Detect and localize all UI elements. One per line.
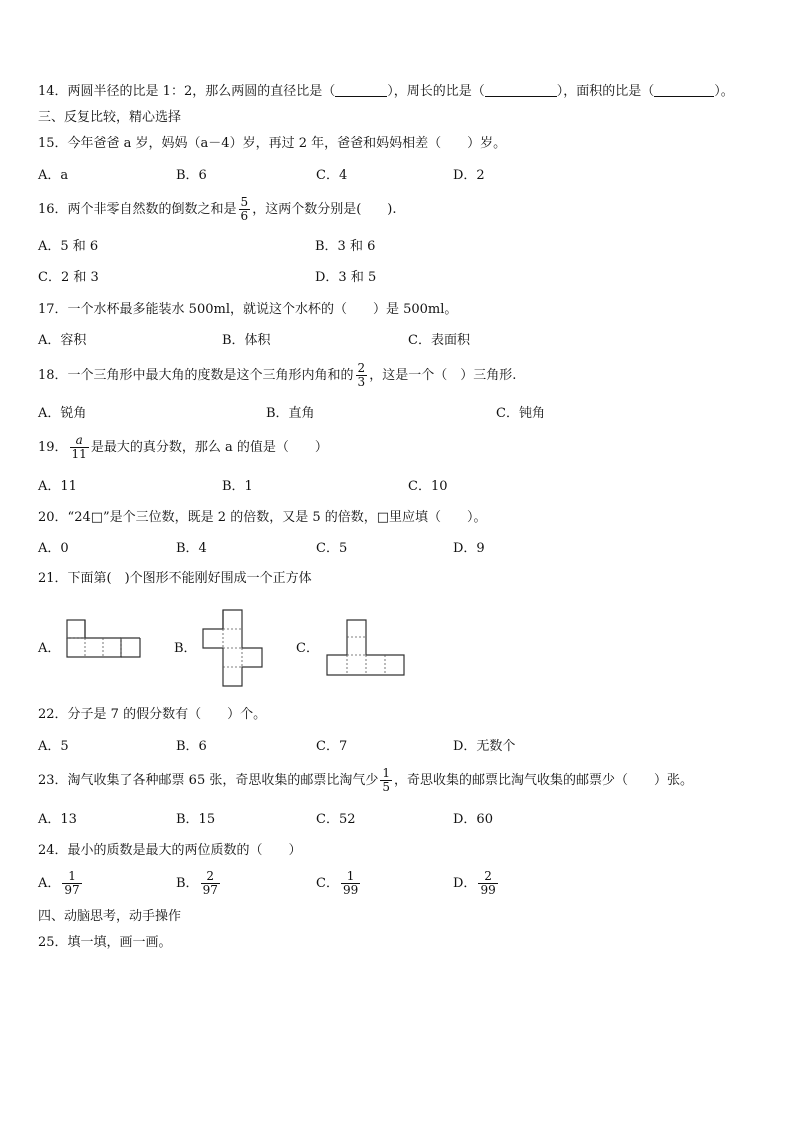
question-21: 21．下面第( )个图形不能刚好围成一个正方体 (38, 571, 312, 586)
q14-text-a: 14．两圆半径的比是 1：2，那么两圆的直径比是（ (38, 84, 336, 99)
q16-frac-num: 5 (240, 195, 249, 209)
q23-option-a[interactable]: A．13 (38, 812, 77, 827)
q23-frac-num: 1 (382, 766, 390, 780)
answer-blank-2[interactable] (485, 84, 557, 97)
q20-option-c[interactable]: C．5 (316, 541, 348, 556)
q19-label: 19． (38, 440, 68, 455)
q19-option-a[interactable]: A．11 (38, 479, 77, 494)
question-14 (38, 84, 734, 100)
question-19 (38, 434, 328, 461)
q24-option-c-label: C． (316, 876, 339, 891)
section-3-heading: 三、反复比较，精心选择 (38, 110, 182, 125)
question-23 (38, 767, 693, 794)
q19-frac-den: 11 (71, 447, 87, 461)
q18-frac-den: 3 (357, 375, 366, 389)
question-18 (38, 362, 516, 389)
q18-frac-num: 2 (357, 361, 366, 375)
q24-option-d-label: D． (453, 876, 477, 891)
q22-option-a[interactable]: A．5 (38, 739, 69, 754)
q18-text-b: ，这是一个（ ）三角形. (369, 368, 517, 383)
q22-option-d[interactable]: D．无数个 (453, 739, 516, 754)
q19-fraction (70, 434, 89, 461)
q18-option-b[interactable]: B．直角 (266, 406, 315, 421)
q21-option-a[interactable]: A． (38, 641, 61, 656)
q22-option-b[interactable]: B．6 (176, 739, 207, 754)
q15-option-a[interactable]: A．a (38, 168, 69, 183)
q24-d-num: 2 (484, 869, 492, 883)
q15-option-d[interactable]: D．2 (453, 168, 485, 183)
q21-option-c[interactable]: C． (296, 641, 319, 656)
q23-option-b[interactable]: B．15 (176, 812, 216, 827)
q24-b-den: 97 (202, 883, 218, 897)
q16-text-a: 16．两个非零自然数的倒数之和是 (38, 202, 237, 217)
question-16 (38, 196, 396, 223)
q23-text-a: 23．淘气收集了各种邮票 65 张，奇思收集的邮票比淘气少 (38, 773, 379, 788)
q23-fraction (380, 767, 392, 794)
answer-blank-3[interactable] (654, 84, 714, 97)
q16-option-b[interactable]: B．3 和 6 (315, 239, 376, 254)
question-20: 20．“24□”是个三位数，既是 2 的倍数，又是 5 的倍数，□里应填（ ）。 (38, 510, 487, 525)
q23-frac-den: 5 (382, 780, 390, 794)
q24-option-a-label: A． (38, 876, 61, 891)
q22-option-c[interactable]: C．7 (316, 739, 348, 754)
q24-option-d-fraction (478, 870, 497, 897)
q23-option-c[interactable]: C．52 (316, 812, 356, 827)
q20-option-a[interactable]: A．0 (38, 541, 69, 556)
q20-option-b[interactable]: B．4 (176, 541, 207, 556)
question-15: 15．今年爸爸 a 岁，妈妈（a－4）岁，再过 2 年，爸爸和妈妈相差（ ）岁。 (38, 136, 507, 151)
q18-fraction (356, 362, 368, 389)
cube-net-c (324, 617, 408, 681)
q24-option-b-label: B． (176, 876, 199, 891)
q24-a-num: 1 (68, 869, 76, 883)
q23-option-d[interactable]: D．60 (453, 812, 493, 827)
q24-option-d[interactable] (453, 870, 500, 897)
q24-d-den: 99 (480, 883, 496, 897)
question-22: 22．分子是 7 的假分数有（ ）个。 (38, 707, 267, 722)
q16-fraction (239, 196, 251, 223)
q24-a-den: 97 (64, 883, 80, 897)
q15-option-c[interactable]: C．4 (316, 168, 348, 183)
question-24: 24．最小的质数是最大的两位质数的（ ） (38, 843, 302, 858)
q24-c-den: 99 (342, 883, 359, 897)
q20-option-d[interactable]: D．9 (453, 541, 485, 556)
q16-option-c[interactable]: C．2 和 3 (38, 270, 99, 285)
q24-option-a[interactable] (38, 870, 84, 897)
q14-text-b: ），周长的比是（ (387, 84, 485, 99)
q24-c-num: 1 (346, 869, 355, 883)
cube-net-a (64, 617, 144, 661)
q24-option-a-fraction (62, 870, 81, 897)
q23-text-b: ，奇思收集的邮票比淘气收集的邮票少（ ）张。 (394, 773, 694, 788)
q16-text-b: ，这两个数分别是( ). (252, 202, 397, 217)
question-17: 17．一个水杯最多能装水 500ml，就说这个水杯的（ ）是 500ml。 (38, 302, 458, 317)
q19-text-b: 是最大的真分数，那么 a 的值是（ ） (90, 440, 328, 455)
q24-option-b-fraction (201, 870, 220, 897)
q19-option-b[interactable]: B．1 (222, 479, 253, 494)
answer-blank-1[interactable] (335, 84, 387, 97)
q16-option-d[interactable]: D．3 和 5 (315, 270, 377, 285)
q19-frac-num: a (75, 433, 83, 447)
q18-text-a: 18．一个三角形中最大角的度数是这个三角形内角和的 (38, 368, 354, 383)
q24-option-b[interactable] (176, 870, 222, 897)
q18-option-c[interactable]: C．钝角 (496, 406, 545, 421)
cube-net-b (200, 607, 268, 691)
q17-option-c[interactable]: C．表面积 (408, 333, 470, 348)
q16-frac-den: 6 (240, 209, 249, 223)
q14-text-d: ）。 (714, 84, 734, 99)
q15-option-b[interactable]: B．6 (176, 168, 207, 183)
q24-option-c[interactable] (316, 870, 362, 897)
q18-option-a[interactable]: A．锐角 (38, 406, 87, 421)
q17-option-a[interactable]: A．容积 (38, 333, 87, 348)
q17-option-b[interactable]: B．体积 (222, 333, 271, 348)
q21-option-b[interactable]: B． (174, 641, 197, 656)
q14-text-c: ），面积的比是（ (556, 84, 655, 99)
question-25: 25．填一填，画一画。 (38, 935, 172, 950)
q24-b-num: 2 (206, 869, 215, 883)
q24-option-c-fraction (341, 870, 360, 897)
section-4-heading: 四、动脑思考，动手操作 (38, 909, 182, 924)
q16-option-a[interactable]: A．5 和 6 (38, 239, 99, 254)
q19-option-c[interactable]: C．10 (408, 479, 448, 494)
